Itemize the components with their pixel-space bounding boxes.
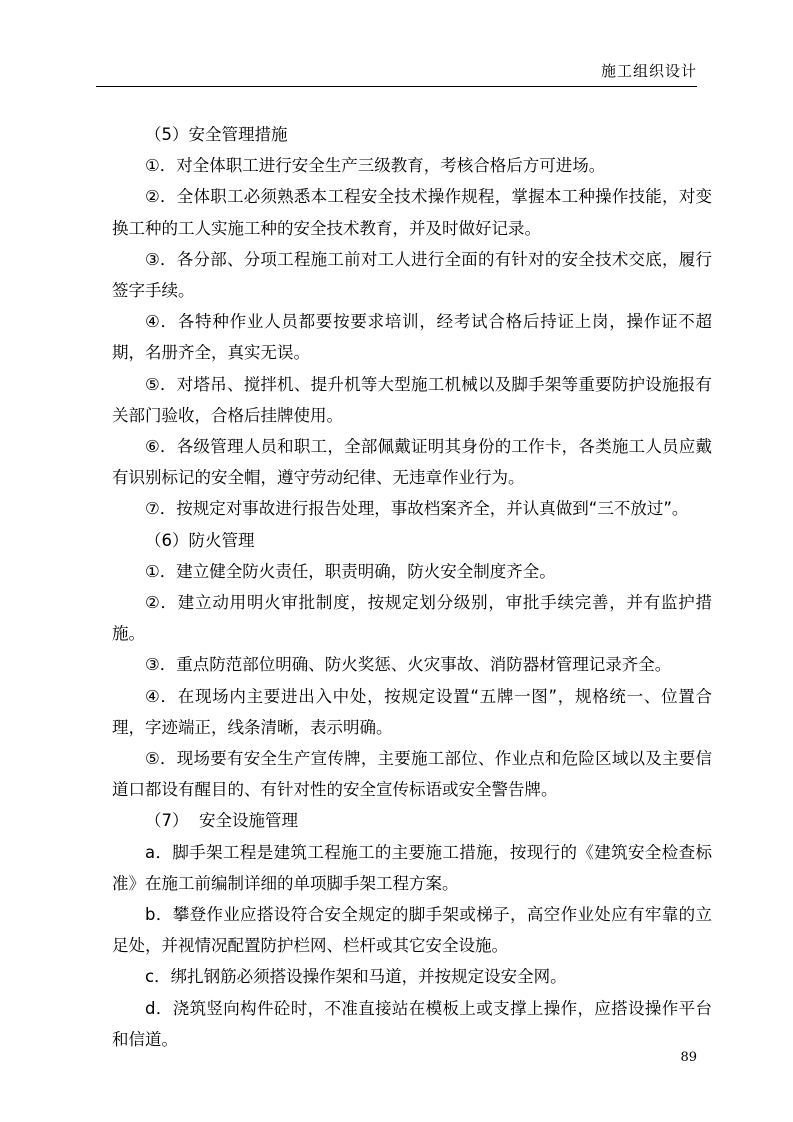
paragraph: ⑦．按规定对事故进行报告处理，事故档案齐全，并认真做到“三不放过”。: [145, 499, 689, 519]
section-heading-fire-management: （6）防火管理: [145, 530, 255, 550]
paragraph: c．绑扎钢筋必须搭设操作架和马道，并按规定设安全网。: [145, 967, 567, 987]
section-heading-safety-facilities: （7） 安全设施管理: [145, 811, 298, 831]
paragraph: ②．建立动用明火审批制度，按规定划分级别，审批手续完善，并有监护措施。: [112, 593, 712, 644]
paragraph: ③．重点防范部位明确、防火奖惩、火灾事故、消防器材管理记录齐全。: [145, 655, 672, 675]
paragraph: ②．全体职工必须熟悉本工程安全技术操作规程，掌握本工种操作技能，对变换工种的工人实施工种的安全技术教育，并及时做好记录。: [112, 187, 712, 238]
paragraph: ④．各特种作业人员都要按要求培训，经考试合格后持证上岗，操作证不超期，名册齐全，真实无误。: [112, 312, 712, 363]
page-number: 89: [680, 1050, 697, 1065]
paragraph: b．攀登作业应搭设符合安全规定的脚手架或梯子，高空作业处应有牢靠的立足处，并视情况配置防护栏网、栏杆或其它安全设施。: [112, 905, 712, 956]
paragraph: ⑤．对塔吊、搅拌机、提升机等大型施工机械以及脚手架等重要防护设施报有关部门验收，合格后挂牌使用。: [112, 374, 712, 425]
paragraph: ④．在现场内主要进出入中处，按规定设置“五牌一图”，规格统一、位置合理，字迹端正，线条清晰，表示明确。: [112, 686, 712, 737]
header-title: 施工组织设计: [600, 62, 697, 80]
paragraph: ⑥．各级管理人员和职工，全部佩戴证明其身份的工作卡，各类施工人员应戴有识别标记的安全帽，遵守劳动纪律、无违章作业行为。: [112, 437, 712, 488]
paragraph: ⑤．现场要有安全生产宣传牌，主要施工部位、作业点和危险区域以及主要信道口都设有醒目的、有针对性的安全宣传标语或安全警告牌。: [112, 749, 712, 800]
section-heading-safety-management: （5）安全管理措施: [145, 125, 288, 144]
paragraph: a．脚手架工程是建筑工程施工的主要施工措施，按现行的《建筑安全检查标准》在施工前编制详细的单项脚手架工程方案。: [112, 842, 712, 893]
paragraph: d．浇筑竖向构件砼时，不准直接站在模板上或支撑上操作，应搭设操作平台和信道。: [112, 998, 712, 1049]
document-body: [112, 119, 712, 1055]
header-rule: [96, 86, 697, 87]
paragraph: ①．对全体职工进行安全生产三级教育，考核合格后方可进场。: [145, 156, 606, 176]
paragraph: ①．建立健全防火责任，职责明确，防火安全制度齐全。: [145, 561, 556, 581]
paragraph: ③．各分部、分项工程施工前对工人进行全面的有针对的安全技术交底，履行签字手续。: [112, 249, 712, 301]
